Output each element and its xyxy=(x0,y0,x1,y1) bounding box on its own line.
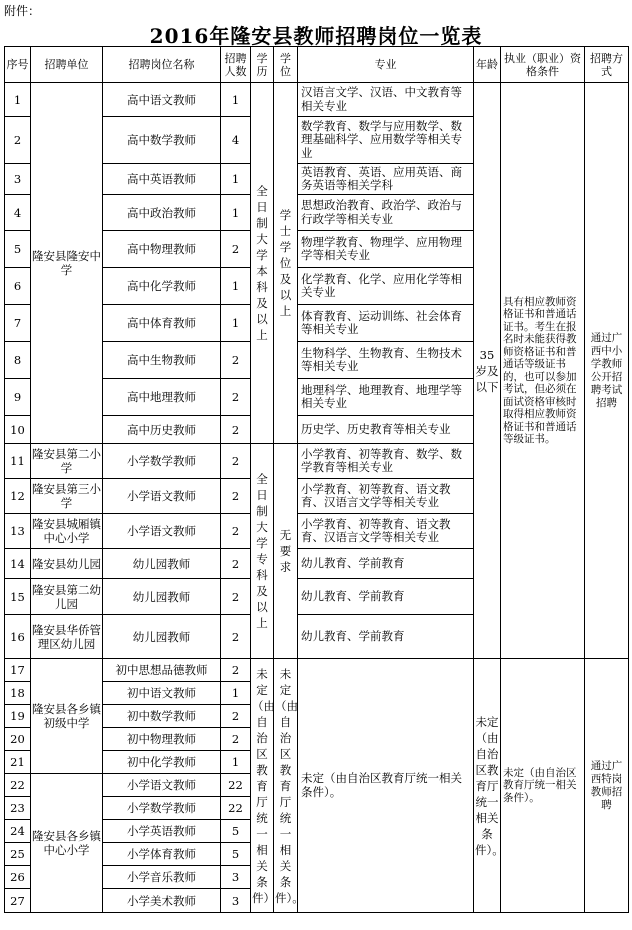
post-cell: 高中体育教师 xyxy=(103,305,221,342)
major-cell: 幼儿教育、学前教育 xyxy=(298,615,474,659)
table-row xyxy=(5,659,629,682)
post-cell: 小学体育教师 xyxy=(103,843,221,866)
major-cell: 历史学、历史教育等相关专业 xyxy=(298,416,474,444)
unit-cell: 隆安县城厢镇中心小学 xyxy=(31,514,103,549)
post-cell: 小学音乐教师 xyxy=(103,866,221,889)
count-cell: 2 xyxy=(221,479,251,514)
seq-cell: 12 xyxy=(5,479,31,514)
count-cell: 3 xyxy=(221,866,251,889)
major-cell: 地理科学、地理教育、地理学等相关专业 xyxy=(298,379,474,416)
post-cell: 小学美术教师 xyxy=(103,889,221,913)
count-cell: 1 xyxy=(221,195,251,231)
post-cell: 小学英语教师 xyxy=(103,820,221,843)
seq-cell: 17 xyxy=(5,659,31,682)
post-cell: 幼儿园教师 xyxy=(103,615,221,659)
seq-cell: 27 xyxy=(5,889,31,913)
unit-cell: 隆安县第二小学 xyxy=(31,444,103,479)
count-cell: 2 xyxy=(221,705,251,728)
seq-cell: 16 xyxy=(5,615,31,659)
degree-cell: 学士学位及以上 xyxy=(274,83,298,444)
post-cell: 小学语文教师 xyxy=(103,514,221,549)
major-cell: 体育教育、运动训练、社会体育等相关专业 xyxy=(298,305,474,342)
education-cell: 未定（由自治区教育厅统一相关条件） xyxy=(251,659,274,913)
degree-cell: 未定（由自治区教育厅统一相关条件）。 xyxy=(274,659,298,913)
count-cell: 1 xyxy=(221,305,251,342)
count-cell: 1 xyxy=(221,83,251,117)
header-degree: 学位 xyxy=(274,47,298,83)
post-cell: 高中英语教师 xyxy=(103,164,221,195)
header-method: 招聘方式 xyxy=(585,47,629,83)
seq-cell: 21 xyxy=(5,751,31,774)
major-cell: 化学教育、化学、应用化学等相关专业 xyxy=(298,268,474,305)
seq-cell: 20 xyxy=(5,728,31,751)
seq-cell: 5 xyxy=(5,231,31,268)
header-count: 招聘人数 xyxy=(221,47,251,83)
seq-cell: 11 xyxy=(5,444,31,479)
post-cell: 初中化学教师 xyxy=(103,751,221,774)
count-cell: 2 xyxy=(221,444,251,479)
count-cell: 3 xyxy=(221,889,251,913)
post-cell: 高中地理教师 xyxy=(103,379,221,416)
header-seq: 序号 xyxy=(5,47,31,83)
count-cell: 22 xyxy=(221,797,251,820)
seq-cell: 18 xyxy=(5,682,31,705)
seq-cell: 9 xyxy=(5,379,31,416)
unit-cell: 隆安县幼儿园 xyxy=(31,549,103,579)
header-post: 招聘岗位名称 xyxy=(103,47,221,83)
count-cell: 1 xyxy=(221,164,251,195)
education-cell: 全日制大学本科及以上 xyxy=(251,83,274,444)
count-cell: 2 xyxy=(221,579,251,615)
count-cell: 1 xyxy=(221,268,251,305)
header-education: 学历 xyxy=(251,47,274,83)
qualification-cell: 具有相应教师资格证书和普通话证书。考生在报名时未能获得教师资格证书和普通话等级证书的，也可以参加考试，但必须在面试资格审核时取得相应教师资格证书和普通话等级证书。 xyxy=(501,83,585,659)
header-unit: 招聘单位 xyxy=(31,47,103,83)
count-cell: 2 xyxy=(221,416,251,444)
header-age: 年龄 xyxy=(474,47,501,83)
post-cell: 初中数学教师 xyxy=(103,705,221,728)
page-title: 2016年隆安县教师招聘岗位一览表 xyxy=(149,24,483,48)
unit-cell: 隆安县各乡镇中心小学 xyxy=(31,774,103,913)
major-cell: 数学教育、数学与应用数学、数理基础科学、应用数学等相关专业 xyxy=(298,117,474,164)
degree-cell: 无要求 xyxy=(274,444,298,659)
count-cell: 5 xyxy=(221,820,251,843)
seq-cell: 4 xyxy=(5,195,31,231)
unit-cell: 隆安县第三小学 xyxy=(31,479,103,514)
seq-cell: 1 xyxy=(5,83,31,117)
age-cell: 未定（由自治区教育厅统一相关条件）。 xyxy=(474,659,501,913)
post-cell: 高中语文教师 xyxy=(103,83,221,117)
unit-cell: 隆安县各乡镇初级中学 xyxy=(31,659,103,774)
count-cell: 2 xyxy=(221,379,251,416)
major-cell: 物理学教育、物理学、应用物理学等相关专业 xyxy=(298,231,474,268)
seq-cell: 13 xyxy=(5,514,31,549)
attachment-label: 附件： xyxy=(4,4,41,18)
count-cell: 2 xyxy=(221,728,251,751)
post-cell: 高中生物教师 xyxy=(103,342,221,379)
major-cell: 汉语言文学、汉语、中文教育等相关专业 xyxy=(298,83,474,117)
seq-cell: 15 xyxy=(5,579,31,615)
major-cell: 英语教育、英语、应用英语、商务英语等相关学科 xyxy=(298,164,474,195)
unit-cell: 隆安县第二幼儿园 xyxy=(31,579,103,615)
post-cell: 幼儿园教师 xyxy=(103,579,221,615)
count-cell: 2 xyxy=(221,549,251,579)
count-cell: 2 xyxy=(221,342,251,379)
post-cell: 高中数学教师 xyxy=(103,117,221,164)
table-row xyxy=(5,83,629,117)
unit-cell: 隆安县隆安中学 xyxy=(31,83,103,444)
seq-cell: 3 xyxy=(5,164,31,195)
seq-cell: 7 xyxy=(5,305,31,342)
qualification-cell: 未定（由自治区教育厅统一相关条件）。 xyxy=(501,659,585,913)
major-cell: 生物科学、生物教育、生物技术等相关专业 xyxy=(298,342,474,379)
seq-cell: 6 xyxy=(5,268,31,305)
count-cell: 1 xyxy=(221,682,251,705)
count-cell: 4 xyxy=(221,117,251,164)
major-cell: 思想政治教育、政治学、政治与行政学等相关专业 xyxy=(298,195,474,231)
header-qualification: 执业（职业）资格条件 xyxy=(501,47,585,83)
post-cell: 初中语文教师 xyxy=(103,682,221,705)
post-cell: 高中化学教师 xyxy=(103,268,221,305)
major-cell: 未定（由自治区教育厅统一相关条件）。 xyxy=(298,659,474,913)
post-cell: 小学语文教师 xyxy=(103,774,221,797)
post-cell: 高中物理教师 xyxy=(103,231,221,268)
post-cell: 高中政治教师 xyxy=(103,195,221,231)
seq-cell: 14 xyxy=(5,549,31,579)
major-cell: 小学教育、初等教育、语文教育、汉语言文学等相关专业 xyxy=(298,514,474,549)
method-cell: 通过广西中小学教师公开招聘考试招聘 xyxy=(585,83,629,659)
count-cell: 2 xyxy=(221,231,251,268)
unit-cell: 隆安县华侨管理区幼儿园 xyxy=(31,615,103,659)
seq-cell: 25 xyxy=(5,843,31,866)
post-cell: 初中物理教师 xyxy=(103,728,221,751)
post-cell: 小学数学教师 xyxy=(103,797,221,820)
major-cell: 小学教育、初等教育、数学、数学教育等相关专业 xyxy=(298,444,474,479)
count-cell: 2 xyxy=(221,659,251,682)
seq-cell: 24 xyxy=(5,820,31,843)
post-cell: 初中思想品德教师 xyxy=(103,659,221,682)
seq-cell: 26 xyxy=(5,866,31,889)
count-cell: 22 xyxy=(221,774,251,797)
header-row xyxy=(5,47,629,83)
education-cell: 全日制大学专科及以上 xyxy=(251,444,274,659)
post-cell: 小学语文教师 xyxy=(103,479,221,514)
seq-cell: 10 xyxy=(5,416,31,444)
count-cell: 5 xyxy=(221,843,251,866)
count-cell: 1 xyxy=(221,751,251,774)
age-cell: 35岁及以下 xyxy=(474,83,501,659)
seq-cell: 23 xyxy=(5,797,31,820)
header-major: 专业 xyxy=(298,47,474,83)
recruitment-table xyxy=(4,46,629,913)
method-cell: 通过广西特岗教师招聘 xyxy=(585,659,629,913)
seq-cell: 19 xyxy=(5,705,31,728)
major-cell: 小学教育、初等教育、语文教育、汉语言文学等相关专业 xyxy=(298,479,474,514)
seq-cell: 22 xyxy=(5,774,31,797)
count-cell: 2 xyxy=(221,615,251,659)
post-cell: 小学数学教师 xyxy=(103,444,221,479)
major-cell: 幼儿教育、学前教育 xyxy=(298,549,474,579)
major-cell: 幼儿教育、学前教育 xyxy=(298,579,474,615)
seq-cell: 8 xyxy=(5,342,31,379)
post-cell: 高中历史教师 xyxy=(103,416,221,444)
seq-cell: 2 xyxy=(5,117,31,164)
post-cell: 幼儿园教师 xyxy=(103,549,221,579)
count-cell: 2 xyxy=(221,514,251,549)
